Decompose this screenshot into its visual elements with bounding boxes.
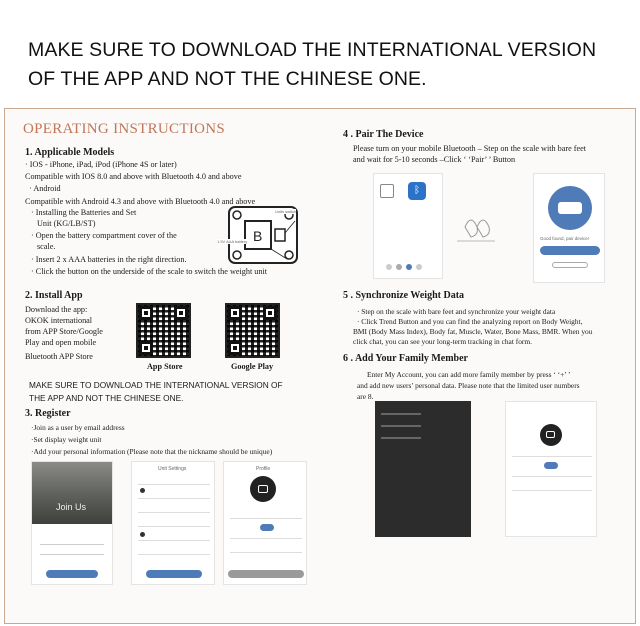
s1-line-4: Compatible with Android 4.3 and above with Bluetooth 4.0 and above: [25, 197, 256, 206]
s4-line-1: Please turn on your mobile Bluetooth – Step on the scale with bare feet: [353, 144, 587, 153]
nav-dots: [386, 264, 432, 270]
profile-save-button[interactable]: [228, 570, 304, 578]
s3-line-3: ·Add your personal information (Please note that the nickname should be unique): [31, 447, 273, 456]
s3-heading: 3. Register: [25, 408, 71, 419]
scale-underside-icon: [227, 205, 299, 265]
s2-line-3: from APP Store/Google: [25, 327, 103, 336]
s5-line-1: · Step on the scale with bare feet and synchronize your weight data: [357, 307, 556, 316]
instruction-sheet: [4, 108, 636, 624]
screen-add-user: [505, 401, 597, 537]
screen-unit-settings: [131, 461, 215, 585]
scale-diagram: [217, 205, 299, 265]
s5-heading: 5 . Synchronize Weight Data: [343, 290, 465, 301]
qr-code-app-store[interactable]: [136, 303, 191, 358]
s4-heading: 4 . Pair The Device: [343, 129, 424, 140]
notice: [29, 379, 283, 405]
s5-line-2: · Click Trend Button and you can find the analyzing report on Body Weight,: [357, 317, 583, 326]
banner-line-1: MAKE SURE TO DOWNLOAD THE INTERNATIONAL VERSION: [28, 39, 597, 61]
s2-line-1: Download the app:: [25, 305, 88, 314]
s6-line-3: are 8.: [357, 392, 374, 401]
scale-found-icon: [548, 186, 592, 230]
s2-heading: 2. Install App: [25, 290, 83, 301]
screen-account-dark: [375, 401, 471, 537]
notice-line-1: MAKE SURE TO DOWNLOAD THE INTERNATIONAL VERSION OF: [29, 380, 283, 390]
unit-settings-title: Unit Settings: [158, 466, 187, 472]
sheet-title: OPERATING INSTRUCTIONS: [23, 121, 226, 137]
s4-line-2: and wait for 5-10 seconds –Click ‘ ‘Pair’ ’ Button: [353, 155, 516, 164]
s5-line-3: BMI (Body Mass Index), Body fat, Muscle, Water, Bone Mass, BMR. When you: [353, 327, 593, 336]
join-text: Join Us: [56, 502, 87, 512]
s1-line-3: · Android: [29, 184, 61, 193]
notice-line-2: THE APP AND NOT THE CHINESE ONE.: [29, 393, 184, 403]
label-battery: 1.5V AAA battery: [217, 239, 248, 244]
s3-line-1: ·Join as a user by email address: [31, 423, 125, 432]
s1-heading: 1. Applicable Models: [25, 147, 115, 158]
camera-icon[interactable]: [250, 476, 276, 502]
s1-bullet-4: · Click the button on the underside of the scale to switch the weight unit: [31, 267, 268, 276]
feet-on-scale-icon: [451, 197, 501, 257]
s1-bullet-1b: Unit (KG/LB/ST): [37, 219, 96, 228]
phone-icon: [380, 184, 394, 198]
bluetooth-icon: ᛒ: [408, 182, 426, 200]
unit-confirm-button[interactable]: [146, 570, 202, 578]
s1-line-2: Compatible with IOS 8.0 and above with Bluetooth 4.0 and above: [25, 172, 242, 181]
camera-icon[interactable]: [540, 424, 562, 446]
gender-toggle[interactable]: [544, 462, 558, 469]
screen-pair: [533, 173, 605, 283]
s2-line-5: Bluetooth APP Store: [25, 352, 93, 361]
qr-label-app-store: App Store: [147, 362, 183, 371]
gender-toggle[interactable]: [260, 524, 274, 531]
svg-text:B: B: [253, 228, 263, 244]
search-again-button[interactable]: [552, 262, 588, 268]
s3-line-2: ·Set display weight unit: [31, 435, 102, 444]
join-button[interactable]: [46, 570, 98, 578]
top-banner: [28, 36, 628, 94]
s1-bullet-1a: · Installing the Batteries and Set: [31, 208, 137, 217]
screen-bluetooth: [373, 173, 443, 279]
s2-line-2: OKOK international: [25, 316, 93, 325]
radio-icon[interactable]: [140, 488, 145, 493]
s5-line-4: click chat, you can see your long-term tracking in chat form.: [353, 337, 532, 346]
banner-line-2: OF THE APP AND NOT THE CHINESE ONE.: [28, 68, 427, 90]
screen-profile: [223, 461, 307, 585]
s6-line-1: Enter My Account, you can add more family member by press ‘ ‘+’ ’: [367, 370, 571, 379]
qr-code-google-play[interactable]: [225, 303, 280, 358]
s1-bullet-2b: scale.: [37, 242, 56, 251]
s1-bullet-3: · Insert 2 x AAA batteries in the right direction.: [31, 255, 187, 264]
s6-line-2: and add new users’ personal data. Please note that the limited user numbers: [357, 381, 580, 390]
radio-icon[interactable]: [140, 532, 145, 537]
s1-line-1: · IOS - iPhone, iPad, iPod (iPhone 4S or later): [25, 160, 177, 169]
label-units-switch: Units switch: [275, 209, 297, 214]
pair-button[interactable]: [540, 246, 600, 255]
screen-join: [31, 461, 113, 585]
join-photo: [32, 462, 112, 524]
s2-line-4: Play and open mobile: [25, 338, 97, 347]
qr-label-google-play: Google Play: [231, 362, 274, 371]
s6-heading: 6 . Add Your Family Member: [343, 353, 468, 364]
s1-bullet-2a: · Open the battery compartment cover of the: [31, 231, 177, 240]
profile-title: Profile: [256, 466, 271, 472]
pair-status-text: Good found, pair device!: [540, 236, 590, 241]
